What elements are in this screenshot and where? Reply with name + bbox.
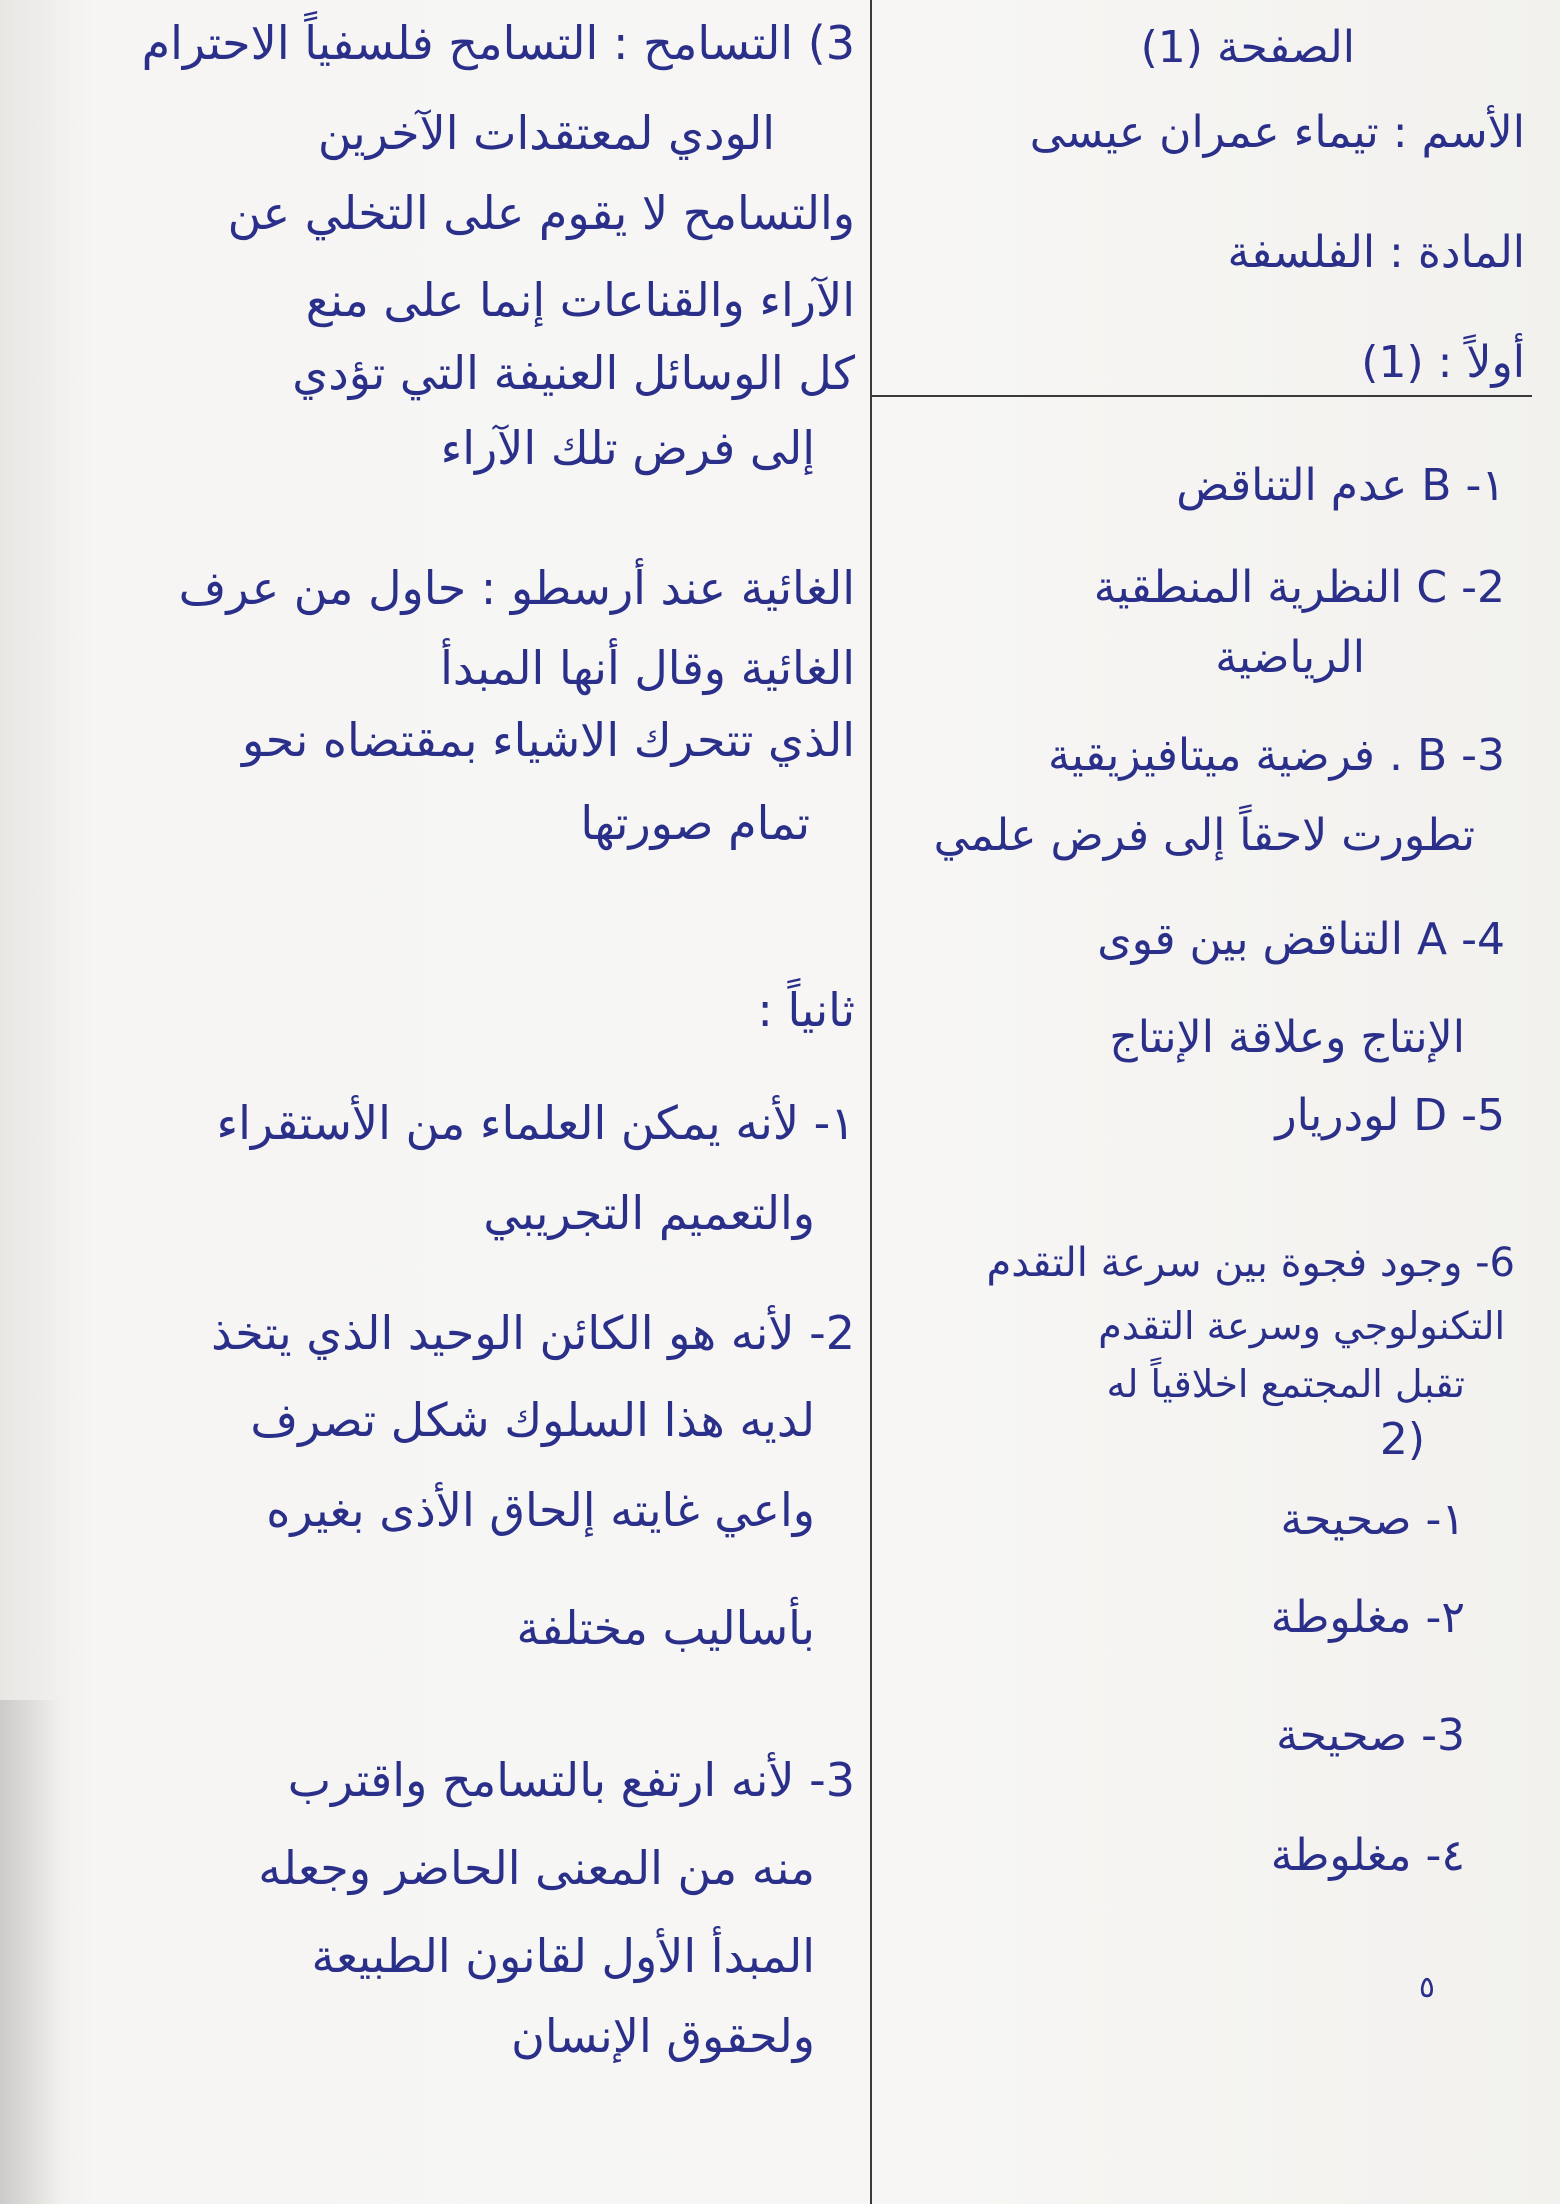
answer-q3-cont: تطورت لاحقاً إلى فرض علمي	[933, 810, 1475, 861]
answer-q6-cont2: تقبل المجتمع اخلاقياً له	[1106, 1362, 1465, 1406]
answer-q3: 3- B . فرضية ميتافيزيقية	[1047, 730, 1505, 781]
tf-answer-5: ٥	[1418, 1970, 1435, 2005]
teleology-line-3: الذي تتحرك الاشياء بمقتضاه نحو	[241, 713, 855, 767]
tolerance-line-2: الودي لمعتقدات الآخرين	[317, 106, 775, 160]
tolerance-line-1: 3) التسامح : التسامح فلسفياً الاحترام	[141, 16, 855, 70]
reason-3: 3- لأنه ارتفع بالتسامح واقترب	[287, 1753, 855, 1807]
answer-q6-cont1: التكنولوجي وسرعة التقدم	[1098, 1304, 1505, 1348]
tolerance-line-6: إلى فرض تلك الآراء	[440, 421, 815, 475]
page-label: الصفحة (1)	[1140, 22, 1355, 73]
reason-2-cont-1: لديه هذا السلوك شكل تصرف	[250, 1393, 815, 1447]
teleology-line-1: الغائية عند أرسطو : حاول من عرف	[178, 561, 855, 615]
tolerance-line-5: كل الوسائل العنيفة التي تؤدي	[292, 346, 855, 400]
reason-3-cont-3: ولحقوق الإنسان	[511, 2009, 815, 2063]
answer-q4: 4- A التناقض بين قوى	[1097, 914, 1505, 965]
header-divider	[872, 395, 1532, 397]
answer-q1: ١- B عدم التناقض	[1176, 460, 1505, 511]
tolerance-line-3: والتسامح لا يقوم على التخلي عن	[227, 186, 855, 240]
reason-1-cont: والتعميم التجريبي	[483, 1186, 815, 1240]
answer-q2: 2- C النظرية المنطقية	[1093, 562, 1505, 613]
reason-3-cont-1: منه من المعنى الحاضر وجعله	[258, 1841, 815, 1895]
teleology-line-4: تمام صورتها	[580, 796, 810, 850]
section-second: ثانياً :	[757, 983, 855, 1037]
tf-answer-3: 3- صحيحة	[1276, 1710, 1465, 1761]
student-name: الأسم : تيماء عمران عيسى	[1029, 107, 1525, 158]
answer-q2-cont: الرياضية	[1215, 632, 1365, 683]
reason-2-cont-3: بأساليب مختلفة	[516, 1601, 815, 1655]
answer-q5: 5- D لودريار	[1275, 1090, 1505, 1141]
column-divider	[870, 0, 872, 2204]
reason-2-cont-2: واعي غايته إلحاق الأذى بغيره	[266, 1483, 815, 1537]
answer-q4-cont: الإنتاج وعلاقة الإنتاج	[1109, 1012, 1465, 1063]
section-first: أولاً : (1)	[1361, 337, 1525, 388]
reason-3-cont-2: المبدأ الأول لقانون الطبيعة	[311, 1929, 815, 1983]
answer-q6: 6- وجود فجوة بين سرعة التقدم	[986, 1240, 1515, 1286]
subject-line: المادة : الفلسفة	[1227, 227, 1525, 278]
teleology-line-2: الغائية وقال أنها المبدأ	[440, 641, 855, 695]
tf-answer-4: ٤- مغلوطة	[1270, 1830, 1465, 1881]
reason-2: 2- لأنه هو الكائن الوحيد الذي يتخذ	[211, 1306, 855, 1360]
page-shadow	[0, 1700, 60, 2204]
section-second-label: (2	[1379, 1414, 1425, 1465]
tf-answer-2: ٢- مغلوطة	[1270, 1592, 1465, 1643]
tolerance-line-4: الآراء والقناعات إنما على منع	[305, 273, 855, 327]
tf-answer-1: ١- صحيحة	[1280, 1494, 1465, 1545]
reason-1: ١- لأنه يمكن العلماء من الأستقراء	[216, 1096, 855, 1150]
